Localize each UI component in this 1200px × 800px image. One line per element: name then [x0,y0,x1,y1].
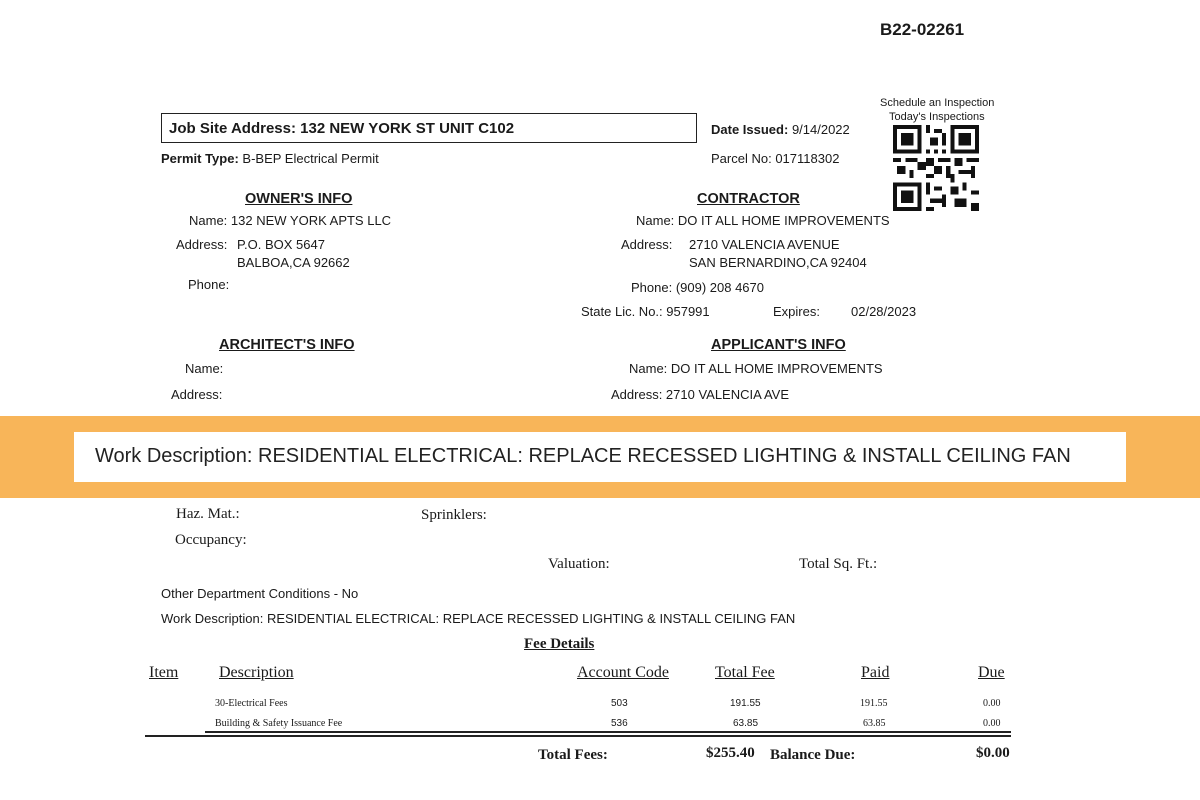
fee-total: 63.85 [733,718,759,729]
job-site-address: Job Site Address: 132 NEW YORK ST UNIT C102 [161,113,697,143]
haz-mat-label: Haz. Mat.: [176,506,240,522]
col-header-description: Description [219,664,294,681]
highlighted-work-description: Work Description: RESIDENTIAL ELECTRICAL: REPLACE RECESSED LIGHTING & INSTALL CEILING FAN [74,432,1126,482]
parcel-number: Parcel No: 017118302 [711,151,840,166]
owner-address-line1: P.O. BOX 5647 [237,237,325,252]
table-row-divider [205,731,1011,733]
fee-total: 191.55 [730,698,761,709]
contractor-expires-label: Expires: [773,304,820,319]
architect-name-label: Name: [185,361,224,376]
col-header-item: Item [149,664,179,681]
architect-heading: ARCHITECT'S INFO [219,337,355,353]
fee-due: 0.00 [983,718,1001,729]
contractor-license: State Lic. No.: 957991 [581,304,710,319]
col-header-total-fee: Total Fee [715,664,775,681]
col-header-due: Due [978,664,1005,681]
fee-due: 0.00 [983,698,1001,709]
contractor-expires: 02/28/2023 [851,304,917,319]
applicant-address: Address: 2710 VALENCIA AVE [611,387,790,402]
contractor-phone: Phone: (909) 208 4670 [631,280,764,295]
col-header-account-code: Account Code [577,664,669,681]
sprinklers-label: Sprinklers: [421,507,487,523]
applicant-heading: APPLICANT'S INFO [711,337,846,353]
owner-address-line2: BALBOA,CA 92662 [237,255,350,270]
permit-number: B22-02261 [880,20,965,39]
total-fees-label: Total Fees: [538,747,608,763]
schedule-inspection-label: Schedule an Inspection [880,97,995,109]
contractor-address-line1: 2710 VALENCIA AVENUE [689,237,840,252]
work-description: Work Description: RESIDENTIAL ELECTRICAL: REPLACE RECESSED LIGHTING & INSTALL CEILING FAN [161,611,796,626]
fee-account-code: 536 [611,718,628,729]
applicant-name: Name: DO IT ALL HOME IMPROVEMENTS [629,361,883,376]
total-sq-ft-label: Total Sq. Ft.: [799,556,878,572]
valuation-label: Valuation: [548,556,610,572]
balance-due-amount: $0.00 [976,745,1010,761]
fee-account-code: 503 [611,698,628,709]
owner-phone-label: Phone: [188,277,230,292]
architect-address-label: Address: [171,387,223,402]
occupancy-label: Occupancy: [175,532,247,548]
balance-due-label: Balance Due: [770,747,856,763]
contractor-name: Name: DO IT ALL HOME IMPROVEMENTS [636,213,890,228]
fee-paid: 63.85 [863,718,886,729]
col-header-paid: Paid [861,664,890,681]
todays-inspections-label: Today's Inspections [889,111,985,123]
fee-description: 30-Electrical Fees [215,698,288,709]
totals-divider [145,735,1011,737]
permit-type: Permit Type: B-BEP Electrical Permit [161,151,379,166]
total-fees-amount: $255.40 [706,745,755,761]
contractor-address-label: Address: [621,237,673,252]
fee-details-heading: Fee Details [524,636,595,652]
fee-description: Building & Safety Issuance Fee [215,718,343,729]
qr-code-icon[interactable] [893,125,979,211]
date-issued: Date Issued: 9/14/2022 [711,122,850,137]
owner-name: Name: 132 NEW YORK APTS LLC [189,213,392,228]
fee-paid: 191.55 [860,698,888,709]
owner-address-label: Address: [176,237,228,252]
contractor-heading: CONTRACTOR [697,191,800,207]
other-department-conditions: Other Department Conditions - No [161,586,359,601]
owner-heading: OWNER'S INFO [245,191,353,207]
contractor-address-line2: SAN BERNARDINO,CA 92404 [689,255,867,270]
